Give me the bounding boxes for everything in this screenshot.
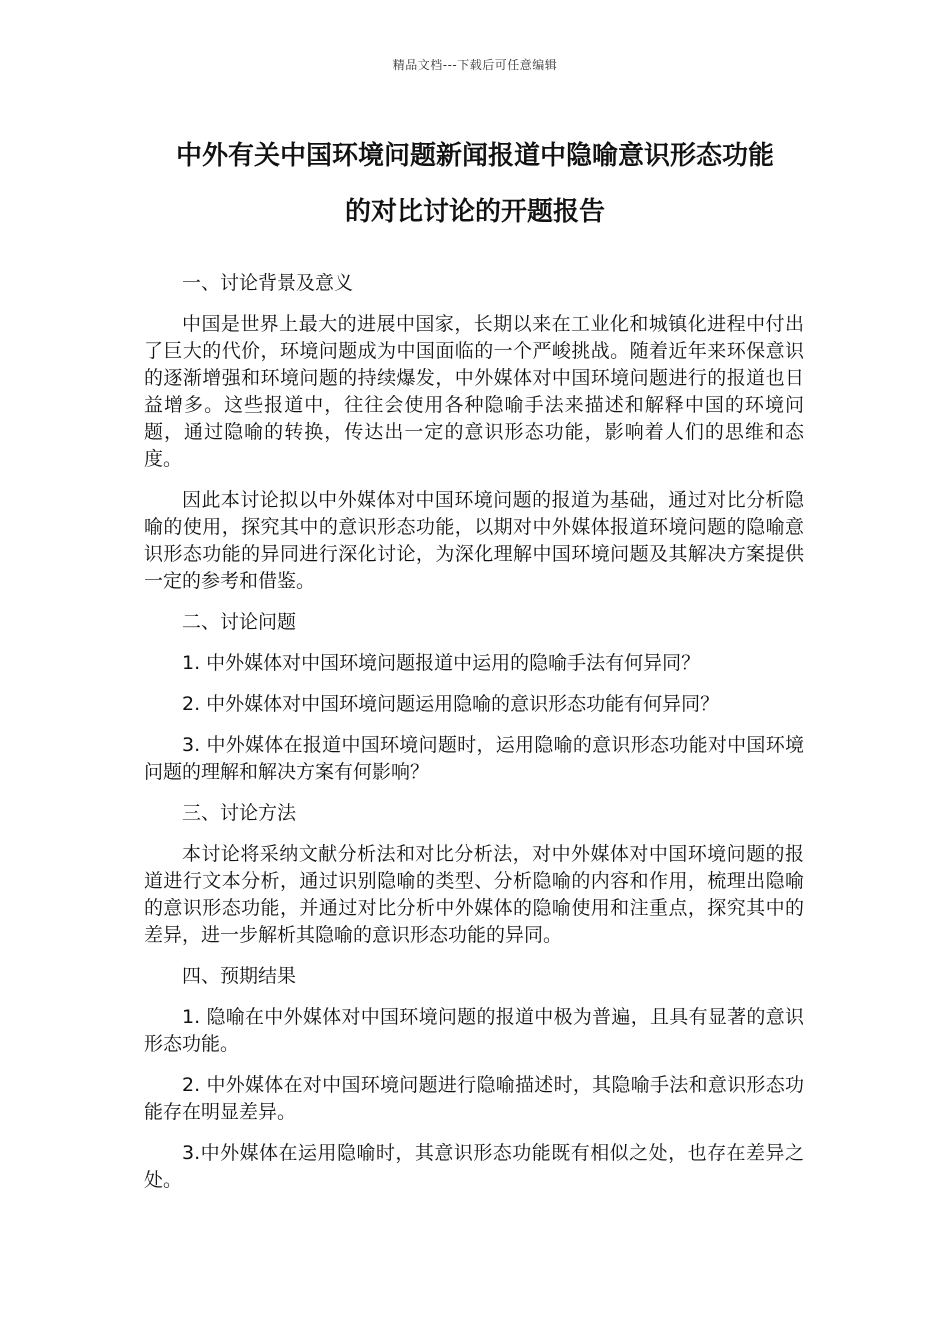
- result-item: 3.中外媒体在运用隐喻时，其意识形态功能既有相似之处，也存在差异之处。: [144, 1142, 804, 1191]
- section-heading-questions: 二、讨论问题: [182, 611, 297, 633]
- result-item: 1. 隐喻在中外媒体对中国环境问题的报道中极为普遍，且具有显著的意识形态功能。: [144, 1006, 804, 1055]
- result-item: 2. 中外媒体在对中国环境问题进行隐喻描述时，其隐喻手法和意识形态功能存在明显差异。: [144, 1074, 804, 1123]
- paragraph: 本讨论将采纳文献分析法和对比分析法，对中外媒体对中国环境问题的报道进行文本分析，通过识别隐喻的类型、分析隐喻的内容和作用，梳理出隐喻的意识形态功能，并通过对比分析中外媒体的隐喻使用和注重点，探究其中的差异，进一步解析其隐喻的意识形态功能的异同。: [144, 843, 804, 946]
- question-item: 2. 中外媒体对中国环境问题运用隐喻的意识形态功能有何异同？: [182, 693, 720, 715]
- section-heading-background: 一、讨论背景及意义: [182, 272, 354, 294]
- document-title: [100, 128, 850, 240]
- section-heading-expected-results: 四、预期结果: [182, 965, 297, 987]
- document-body: [144, 270, 804, 1208]
- paragraph: 中国是世界上最大的进展中国家，长期以来在工业化和城镇化进程中付出了巨大的代价，环境问题成为中国面临的一个严峻挑战。随着近年来环保意识的逐渐增强和环境问题的持续爆发，中外媒体对中国环境问题进行的报道也日益增多。这些报道中，往往会使用各种隐喻手法来描述和解释中国的环境问题，通过隐喻的转换，传达出一定的意识形态功能，影响着人们的思维和态度。: [144, 313, 804, 470]
- question-item: 3. 中外媒体在报道中国环境问题时，运用隐喻的意识形态功能对中国环境问题的理解和解决方案有何影响？: [144, 734, 804, 783]
- section-heading-methods: 三、讨论方法: [182, 802, 297, 824]
- document-title-line-2: 的对比讨论的开题报告: [344, 197, 605, 227]
- question-item: 1. 中外媒体对中国环境问题报道中运用的隐喻手法有何异同？: [182, 652, 701, 674]
- document-title-line-1: 中外有关中国环境问题新闻报道中隐喻意识形态功能: [175, 141, 774, 171]
- page-header: 精品文档---下载后可任意编辑: [392, 58, 558, 72]
- paragraph: 因此本讨论拟以中外媒体对中国环境问题的报道为基础，通过对比分析隐喻的使用，探究其中的意识形态功能，以期对中外媒体报道环境问题的隐喻意识形态功能的异同进行深化讨论，为深化理解中国环境问题及其解决方案提供一定的参考和借鉴。: [144, 489, 804, 592]
